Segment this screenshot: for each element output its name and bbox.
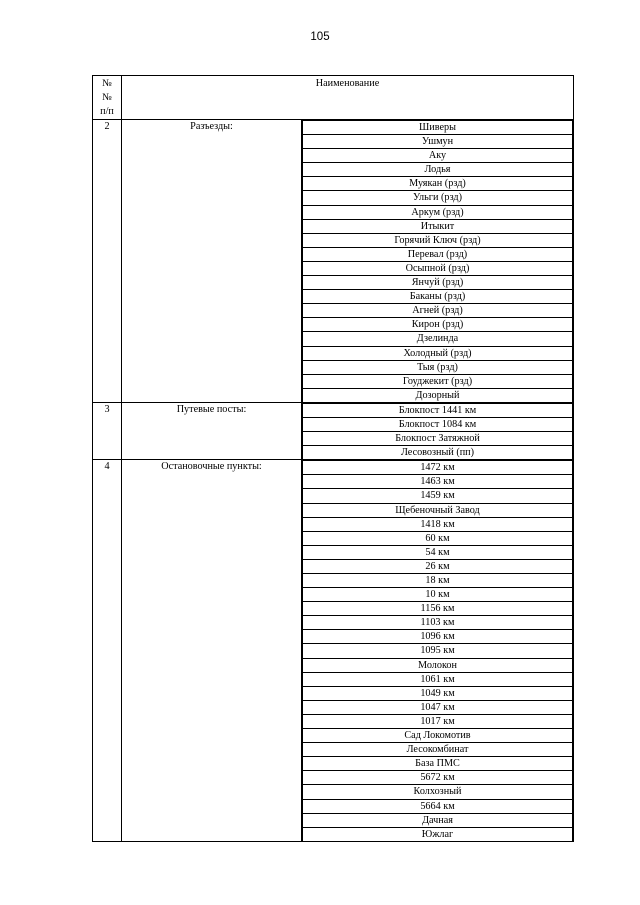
section-number-cell [93,460,122,842]
list-item [303,135,573,149]
list-item-name: Холодный (рзд) [303,346,573,360]
list-item [303,276,573,290]
section-number-cell [93,402,122,459]
list-item-name: 1095 км [303,644,573,658]
list-item-name: 10 км [303,588,573,602]
section-number-cell [93,120,122,403]
list-item [303,374,573,388]
list-item-name: 1017 км [303,714,573,728]
list-item [303,799,573,813]
list-item [303,813,573,827]
list-item-name: Тыя (рзд) [303,360,573,374]
list-item [303,290,573,304]
list-item-name: Дозорный [303,388,573,402]
list-item-name: 26 км [303,559,573,573]
list-item-name: Лодья [303,163,573,177]
list-item [303,588,573,602]
list-item-name: Дзелинда [303,332,573,346]
header-number-cell [93,76,122,120]
list-item [303,177,573,191]
section-row [93,402,574,459]
list-item [303,517,573,531]
list-item-name: 60 км [303,531,573,545]
list-item-name: База ПМС [303,757,573,771]
list-item [303,644,573,658]
list-item [303,630,573,644]
list-item [303,616,573,630]
list-item [303,304,573,318]
list-item [303,332,573,346]
header-number-line: № [102,78,112,89]
list-item-name: 54 км [303,545,573,559]
list-item-name: 5664 км [303,799,573,813]
section-category: Разъезды: [190,121,233,132]
section-items-list [302,120,573,402]
list-item [303,461,573,475]
list-item-name: Горячий Ключ (рзд) [303,233,573,247]
header-number-line: п/п [100,106,114,117]
list-item [303,247,573,261]
section-items-cell [302,120,574,403]
list-item [303,432,573,446]
list-item-name: Сад Локомотив [303,729,573,743]
list-item-name: 18 км [303,574,573,588]
list-item [303,531,573,545]
list-item-name: Лесокомбинат [303,743,573,757]
list-item-name: Перевал (рзд) [303,247,573,261]
section-number: 4 [104,461,110,473]
list-item [303,602,573,616]
list-item-name: Щебеночный Завод [303,503,573,517]
list-item-name: Янчуй (рзд) [303,276,573,290]
list-item [303,545,573,559]
list-item-name: 1103 км [303,616,573,630]
header-name-label: Наименование [315,78,380,89]
section-row [93,460,574,842]
list-item [303,729,573,743]
header-number-label [93,76,121,119]
list-item [303,743,573,757]
list-item-name: Баканы (рзд) [303,290,573,304]
list-item [303,163,573,177]
header-number-line: № [102,92,112,103]
list-item-name: 1096 км [303,630,573,644]
section-category-cell [122,120,302,403]
list-item-name: Южлаг [303,827,573,841]
section-items-cell [302,402,574,459]
list-item [303,318,573,332]
list-item-name: Ульги (рзд) [303,191,573,205]
list-item-name: Блокпост Затяжной [303,432,573,446]
list-item [303,403,573,417]
list-item [303,417,573,431]
list-item [303,827,573,841]
header-row [93,76,574,120]
list-item-name: 1156 км [303,602,573,616]
list-item-name: 1472 км [303,461,573,475]
list-item [303,233,573,247]
list-item [303,658,573,672]
list-item-name: 1459 км [303,489,573,503]
list-item [303,559,573,573]
section-row [93,120,574,403]
list-item [303,700,573,714]
header-name-cell [122,76,574,120]
list-item-name: Муякан (рзд) [303,177,573,191]
list-item-name: Итыкит [303,219,573,233]
list-item [303,261,573,275]
section-items-list [302,460,573,841]
list-item-name: Молокон [303,658,573,672]
list-item [303,574,573,588]
list-item [303,446,573,460]
list-item-name: 1418 км [303,517,573,531]
section-category-cell [122,460,302,842]
list-item [303,360,573,374]
list-item-name: 1061 км [303,672,573,686]
list-item [303,388,573,402]
list-item [303,191,573,205]
section-number: 3 [104,403,110,415]
list-item-name: 1049 км [303,686,573,700]
list-item-name: 1047 км [303,700,573,714]
list-item [303,785,573,799]
list-item [303,757,573,771]
section-category: Путевые посты: [176,403,247,415]
list-item [303,672,573,686]
list-item [303,205,573,219]
stations-table [92,75,574,842]
list-item-name: Осыпной (рзд) [303,261,573,275]
list-item [303,475,573,489]
list-item-name: 1463 км [303,475,573,489]
list-item-name: Блокпост 1084 км [303,417,573,431]
list-item-name: Кирон (рзд) [303,318,573,332]
list-item [303,219,573,233]
section-category: Остановочные пункты: [161,461,262,473]
list-item [303,714,573,728]
section-items-cell [302,460,574,842]
section-number: 2 [104,121,110,132]
list-item-name: Блокпост 1441 км [303,403,573,417]
list-item-name: Гоуджекит (рзд) [303,374,573,388]
list-item-name: Аку [303,149,573,163]
section-items-list [302,403,573,459]
list-item-name: Шиверы [303,121,573,135]
list-item [303,489,573,503]
list-item-name: Агней (рзд) [303,304,573,318]
section-category-cell [122,402,302,459]
list-item [303,503,573,517]
list-item-name: Ушмун [303,135,573,149]
list-item [303,149,573,163]
list-item-name: Колхозный [303,785,573,799]
list-item-name: 5672 км [303,771,573,785]
list-item-name: Аркум (рзд) [303,205,573,219]
list-item-name: Лесовозный (пп) [303,446,573,460]
page-number: 105 [310,31,330,43]
list-item [303,346,573,360]
list-item [303,121,573,135]
list-item-name: Дачная [303,813,573,827]
list-item [303,771,573,785]
list-item [303,686,573,700]
